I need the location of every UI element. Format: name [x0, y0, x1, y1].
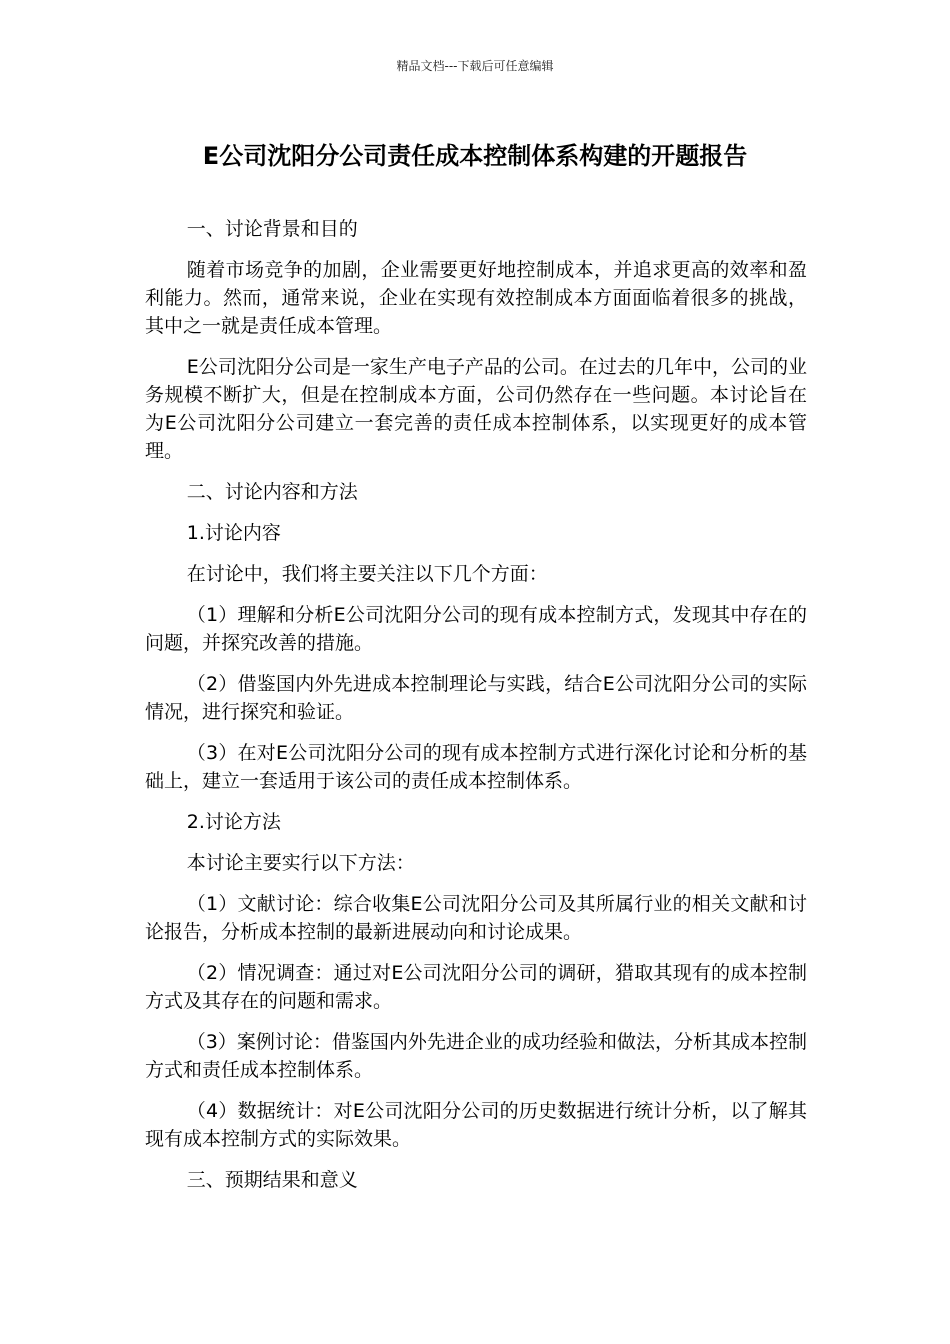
- section-heading-results: 三、预期结果和意义: [186, 1169, 358, 1191]
- paragraph-background-1: 随着市场竞争的加剧，企业需要更好地控制成本，并追求更高的效率和盈利能力。然而，通常来说，企业在实现有效控制成本方面面临着很多的挑战，其中之一就是责任成本管理。: [145, 259, 807, 337]
- list-item-method-3: （3）案例讨论：借鉴国内外先进企业的成功经验和做法，分析其成本控制方式和责任成本控制体系。: [145, 1031, 807, 1081]
- section-heading-background: 一、讨论背景和目的: [186, 218, 358, 240]
- subheading-method: 2.讨论方法: [186, 811, 281, 833]
- list-item-method-2: （2）情况调查：通过对E公司沈阳分公司的调研，猎取其现有的成本控制方式及其存在的问题和需求。: [145, 962, 807, 1012]
- document-body: [145, 215, 807, 1207]
- page-header-note: 精品文档---下载后可任意编辑: [396, 59, 554, 73]
- subheading-content: 1.讨论内容: [186, 522, 281, 544]
- paragraph-background-2: E公司沈阳分公司是一家生产电子产品的公司。在过去的几年中，公司的业务规模不断扩大，但是在控制成本方面，公司仍然存在一些问题。本讨论旨在为E公司沈阳分公司建立一套完善的责任成本控制体系，以实现更好的成本管理。: [145, 356, 807, 462]
- list-item-content-1: （1）理解和分析E公司沈阳分公司的现有成本控制方式，发现其中存在的问题，并探究改善的措施。: [145, 604, 807, 654]
- list-item-method-1: （1）文献讨论：综合收集E公司沈阳分公司及其所属行业的相关文献和讨论报告，分析成本控制的最新进展动向和讨论成果。: [145, 893, 807, 943]
- list-item-method-4: （4）数据统计：对E公司沈阳分公司的历史数据进行统计分析，以了解其现有成本控制方式的实际效果。: [145, 1100, 807, 1150]
- paragraph-method-intro: 本讨论主要实行以下方法：: [186, 852, 415, 874]
- document-title: E公司沈阳分公司责任成本控制体系构建的开题报告: [202, 142, 748, 170]
- paragraph-content-intro: 在讨论中，我们将主要关注以下几个方面：: [186, 563, 548, 585]
- section-heading-content-method: 二、讨论内容和方法: [186, 481, 358, 503]
- list-item-content-2: （2）借鉴国内外先进成本控制理论与实践，结合E公司沈阳分公司的实际情况，进行探究和验证。: [145, 673, 807, 723]
- list-item-content-3: （3）在对E公司沈阳分公司的现有成本控制方式进行深化讨论和分析的基础上，建立一套适用于该公司的责任成本控制体系。: [145, 742, 807, 792]
